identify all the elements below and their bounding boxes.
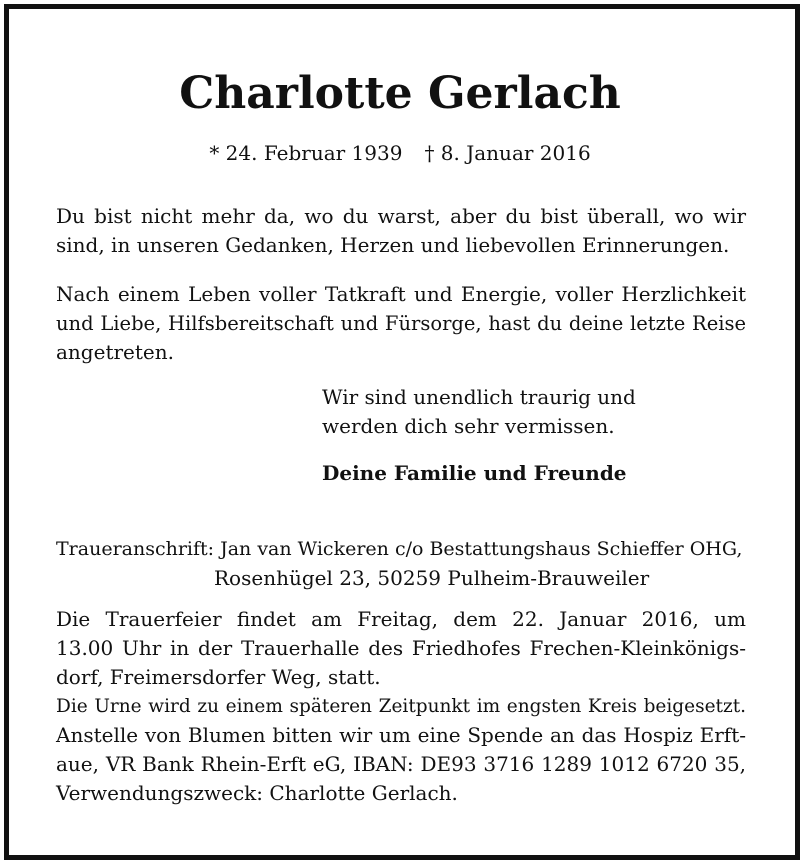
ceremony-line: 13.00 Uhr in der Trauerhalle des Friedhofes Frechen-Kleinkönigs- (56, 636, 746, 660)
tribute-line: angetreten. (56, 340, 174, 364)
donation-line: Verwendungszweck: Charlotte Gerlach. (56, 781, 458, 805)
donation-line: Anstelle von Blumen bitten wir um eine Spende an das Hospiz Erft- (56, 723, 746, 747)
ceremony-paragraph (56, 605, 746, 808)
verse-paragraph (56, 202, 746, 260)
address-line-1 (56, 535, 746, 564)
ceremony-line: dorf, Freimersdorfer Weg, statt. (56, 665, 381, 689)
tribute-paragraph (56, 280, 746, 367)
death-date: † 8. Januar 2016 (424, 141, 591, 165)
address-text: Traueranschrift: Jan van Wickeren c/o Bestattungshaus Schieffer OHG, (56, 538, 743, 560)
mourning-line: Wir sind unendlich traurig und (322, 385, 636, 409)
verse-line: Du bist nicht mehr da, wo du warst, aber du bist überall, wo wir (56, 204, 747, 228)
birth-date: * 24. Februar 1939 (209, 141, 403, 165)
signature: Deine Familie und Freunde (322, 461, 627, 485)
tribute-line: Nach einem Leben voller Tatkraft und Energie, voller Herzlichkeit (56, 282, 746, 306)
deceased-name: Charlotte Gerlach (179, 68, 621, 119)
address-line-2: Rosenhügel 23, 50259 Pulheim-Brauweiler (214, 566, 650, 590)
life-dates (0, 139, 800, 167)
burial-line: Die Urne wird zu einem späteren Zeitpunkt im engsten Kreis beigesetzt. (56, 696, 747, 717)
verse-line: sind, in unseren Gedanken, Herzen und liebevollen Erinnerungen. (56, 233, 730, 257)
ceremony-line: Die Trauerfeier findet am Freitag, dem 22. Januar 2016, um (56, 607, 746, 631)
mourning-message (322, 383, 636, 441)
mourning-line: werden dich sehr vermissen. (322, 414, 615, 438)
donation-line: aue, VR Bank Rhein-Erft eG, IBAN: DE93 3716 1289 1012 6720 35, (56, 752, 747, 776)
tribute-line: und Liebe, Hilfsbereitschaft und Fürsorge, hast du deine letzte Reise (56, 312, 747, 335)
